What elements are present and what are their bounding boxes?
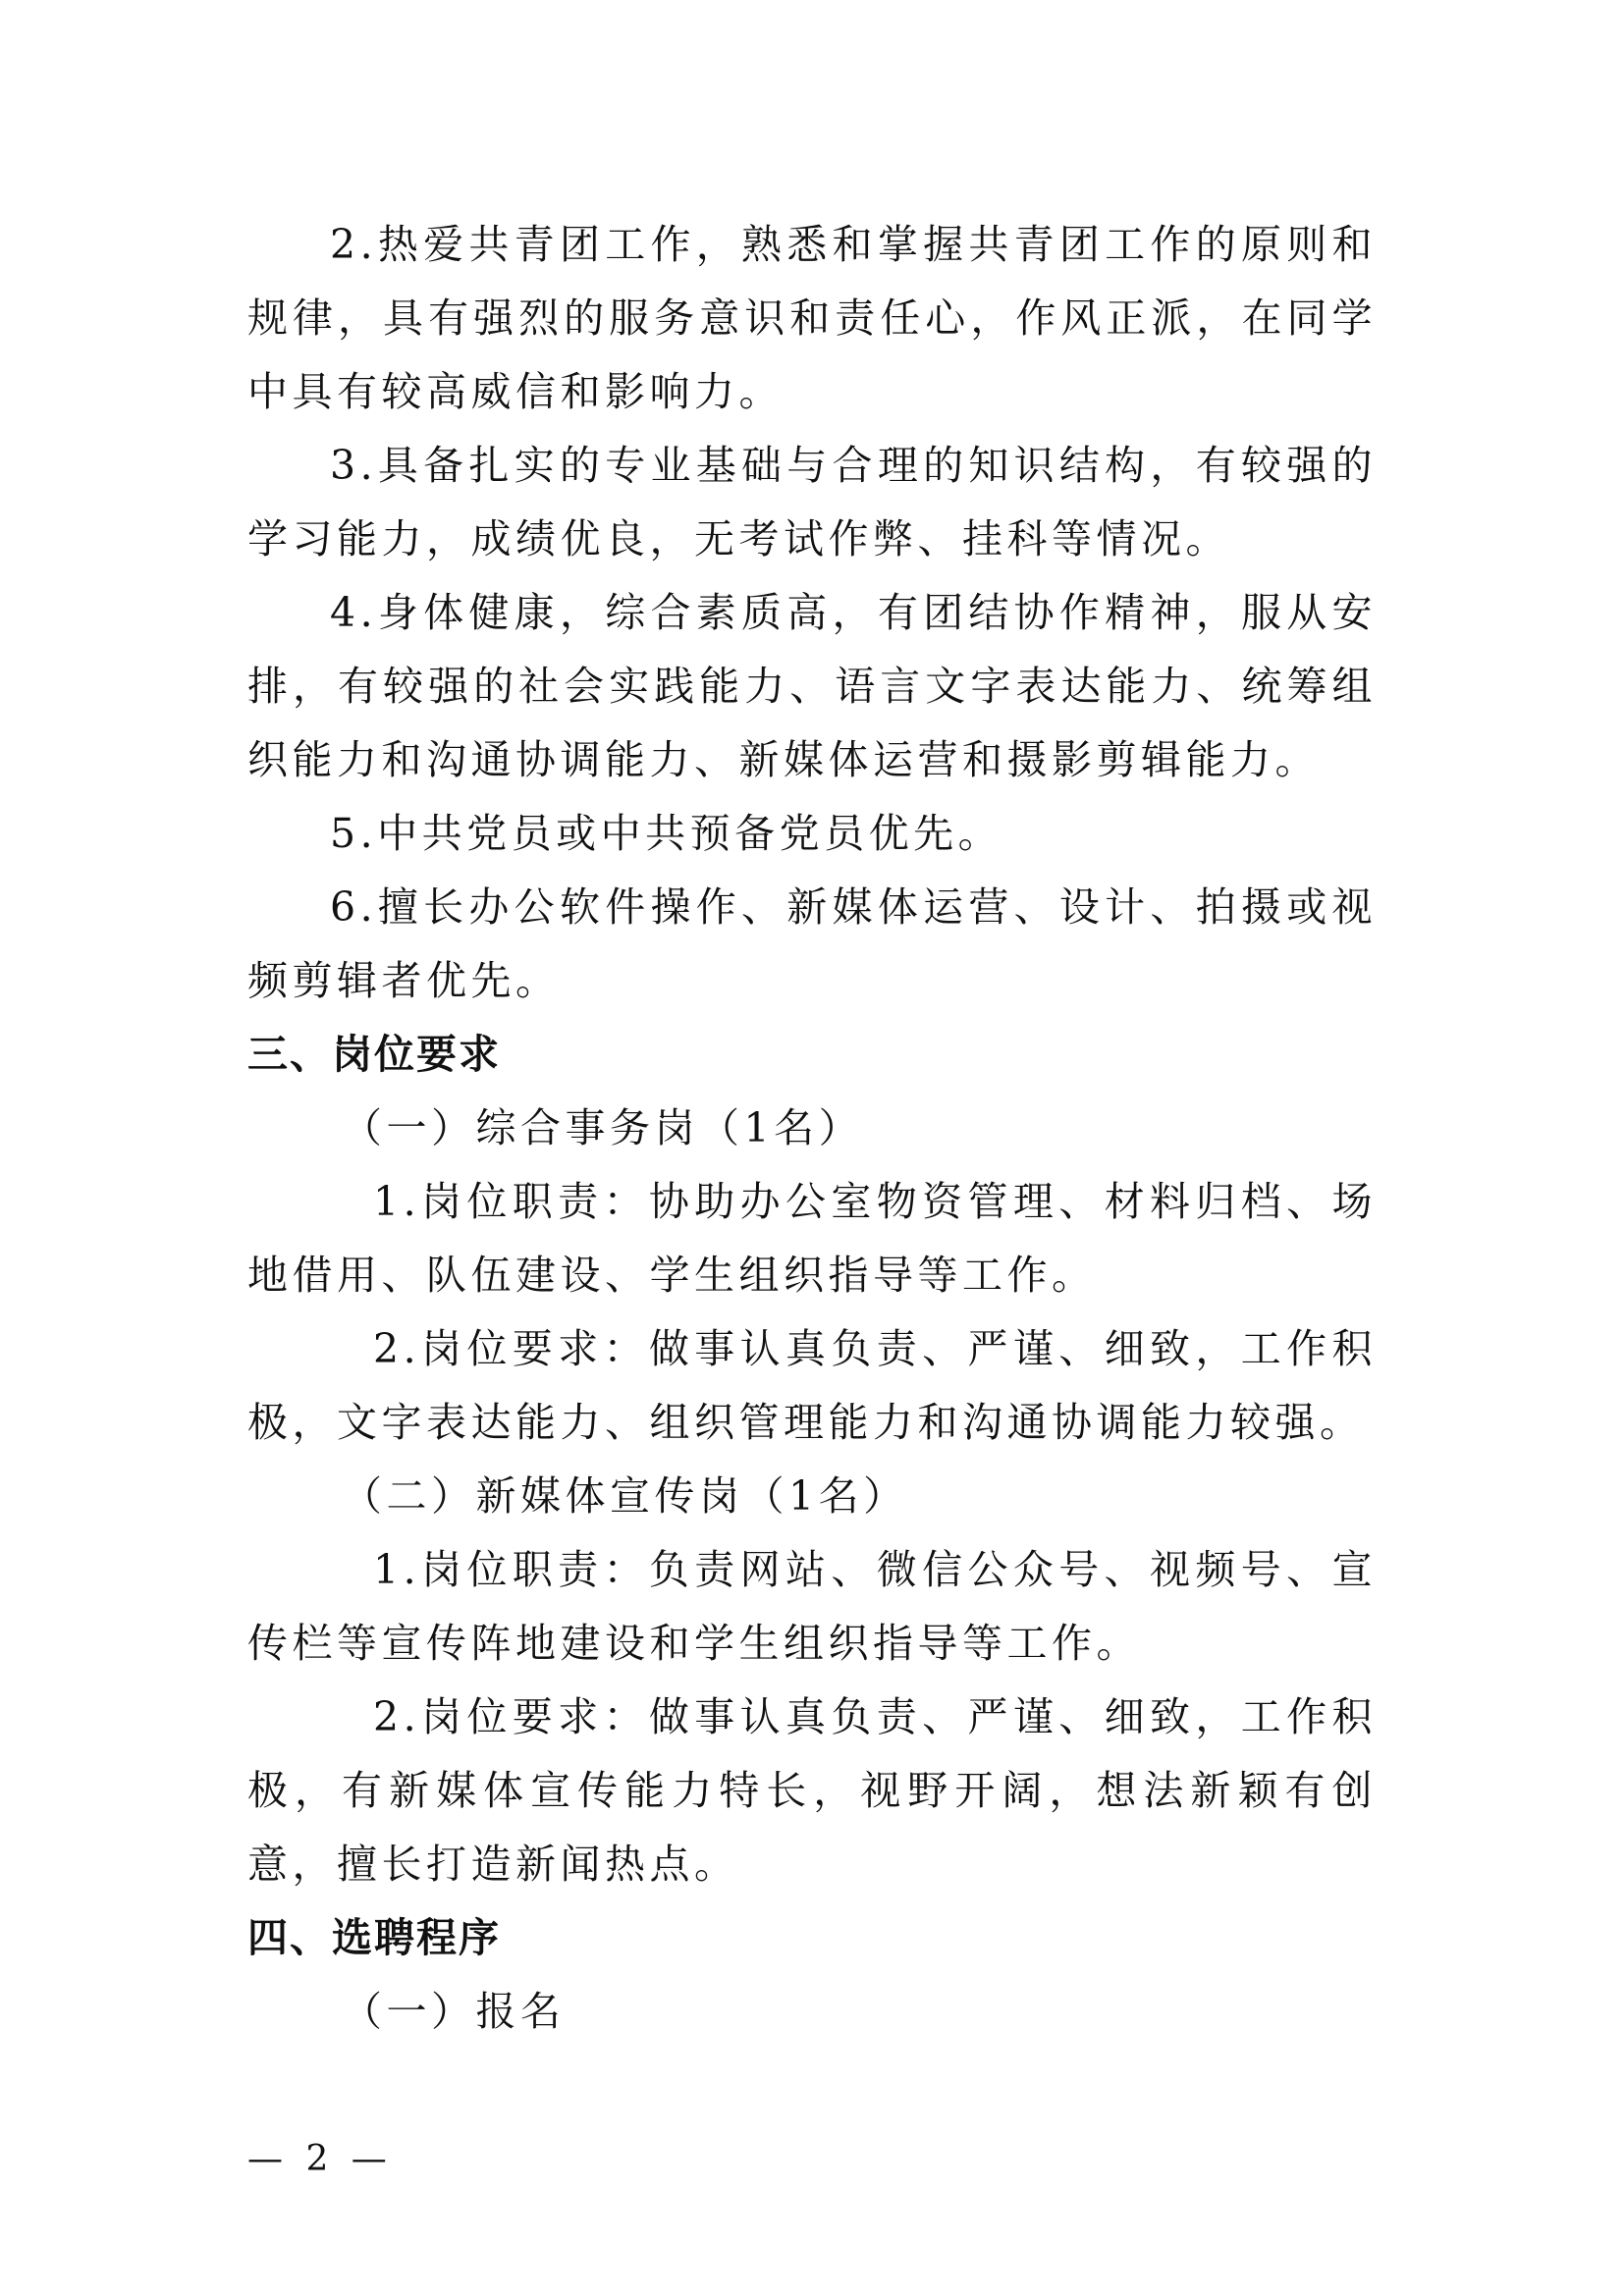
requirement-item-6: 6.擅长办公软件操作、新媒体运营、设计、拍摄或视频剪辑者优先。 — [247, 883, 1377, 1004]
page-number: — 2 — — [247, 2139, 393, 2179]
subsection-heading-new-media: （二）新媒体宣传岗（1名） — [342, 1472, 908, 1520]
document-body — [247, 208, 1377, 2049]
requirement-item-3: 3.具备扎实的专业基础与合理的知识结构，有较强的学习能力，成绩优良，无考试作弊、挂科等情况。 — [247, 442, 1377, 562]
requirement-item-4: 4.身体健康，综合素质高，有团结协作精神，服从安排，有较强的社会实践能力、语言文字表达能力、统筹组织能力和沟通协调能力、新媒体运营和摄影剪辑能力。 — [247, 589, 1377, 783]
general-affairs-requirements: 2.岗位要求：做事认真负责、严谨、细致，工作积极，文字表达能力、组织管理能力和沟通协调能力较强。 — [247, 1325, 1377, 1446]
general-affairs-duties: 1.岗位职责：协助办公室物资管理、材料归档、场地借用、队伍建设、学生组织指导等工作。 — [247, 1178, 1377, 1299]
new-media-duties: 1.岗位职责：负责网站、微信公众号、视频号、宣传栏等宣传阵地建设和学生组织指导等工作。 — [247, 1546, 1377, 1667]
section-heading-selection-procedure: 四、选聘程序 — [247, 1914, 501, 1961]
requirement-item-5: 5.中共党员或中共预备党员优先。 — [330, 810, 1003, 857]
section-heading-position-requirements: 三、岗位要求 — [247, 1031, 501, 1078]
subsection-heading-registration: （一）报名 — [342, 1988, 566, 2035]
requirement-item-2: 2.热爱共青团工作，熟悉和掌握共青团工作的原则和规律，具有强烈的服务意识和责任心，作风正派，在同学中具有较高威信和影响力。 — [247, 221, 1377, 415]
subsection-heading-general-affairs: （一）综合事务岗（1名） — [342, 1104, 864, 1151]
new-media-requirements: 2.岗位要求：做事认真负责、严谨、细致，工作积极，有新媒体宣传能力特长，视野开阔，想法新颖有创意，擅长打造新闻热点。 — [247, 1693, 1377, 1888]
